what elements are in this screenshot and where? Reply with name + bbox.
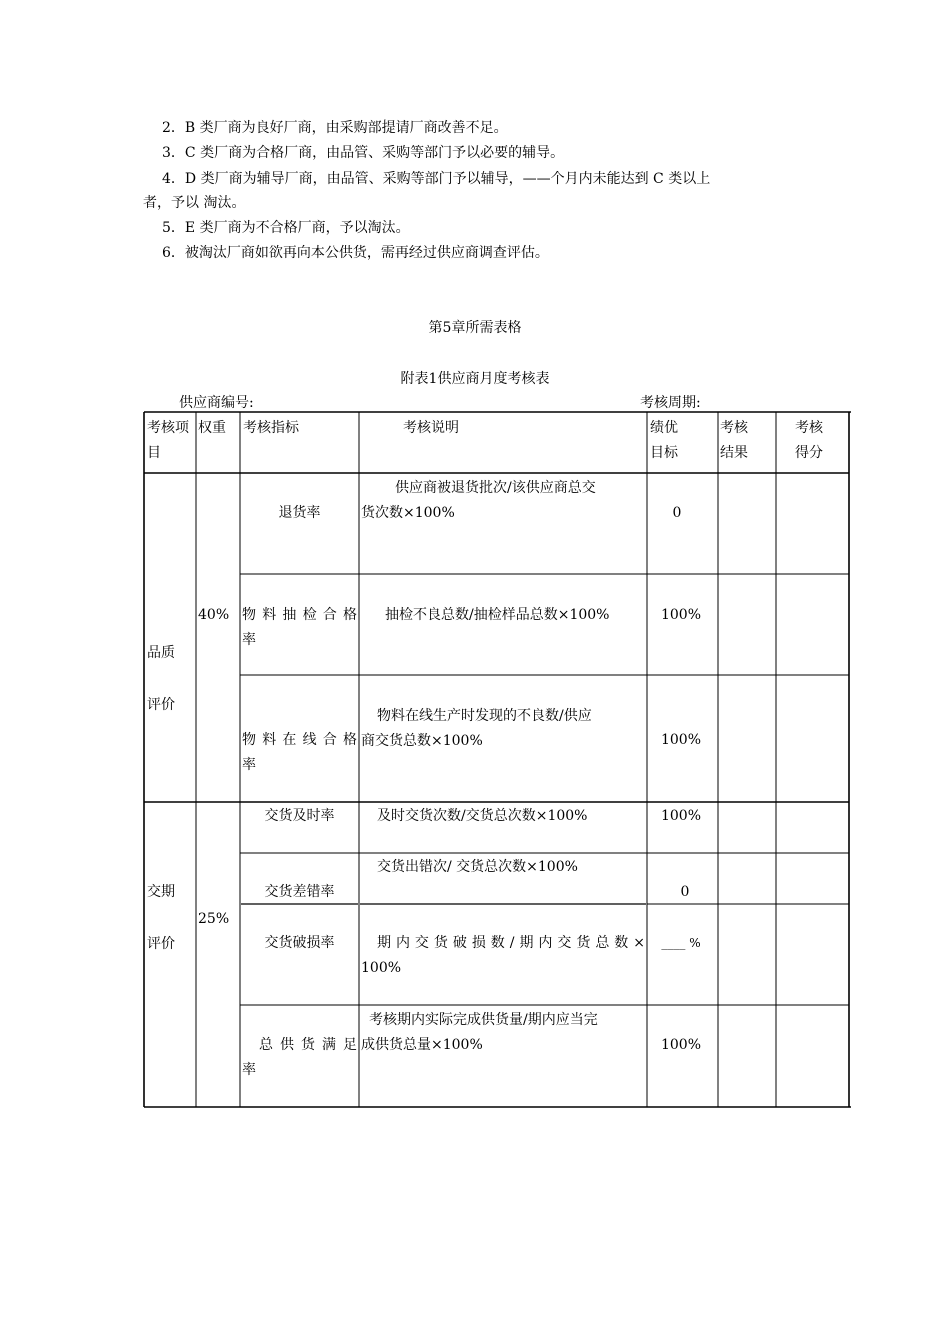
header-score: 考核 得分 <box>795 420 823 461</box>
target-error-rate: 0 <box>680 884 690 900</box>
group-quality-weight: 40% <box>198 607 230 623</box>
header-indicator: 考核指标 <box>243 420 299 436</box>
indicator-online-pass-rate: 物料在线合格 率 <box>242 732 357 773</box>
desc-return-rate: 供应商被退货批次/该供应商总交 货次数×100% <box>361 480 596 521</box>
indicator-sampling-pass-rate: 物料抽检合格 率 <box>242 607 357 648</box>
group-delivery-weight: 25% <box>198 911 230 927</box>
paragraph-1: 2．B 类厂商为良好厂商，由采购部提请厂商改善不足。 <box>162 120 508 136</box>
paragraph-3-continued: 者，予以 淘汰。 <box>143 195 246 211</box>
group-delivery-name: 交期 评价 <box>147 884 175 952</box>
indicator-error-rate: 交货差错率 <box>264 884 335 900</box>
desc-sampling-pass-rate: 抽检不良总数/抽检样品总数×100% <box>385 607 610 623</box>
target-online-pass-rate: 100% <box>660 732 702 748</box>
indicator-supply-fulfillment-rate: 总供货满足 率 <box>242 1037 357 1078</box>
indicator-on-time-rate: 交货及时率 <box>264 808 335 824</box>
table-title: 附表1供应商月度考核表 <box>400 371 550 387</box>
header-description: 考核说明 <box>403 420 459 436</box>
target-supply-fulfillment-rate: 100% <box>660 1037 702 1053</box>
desc-breakage-rate: 期内交货破损数/期内交货总数× 100% <box>361 935 645 976</box>
header-weight: 权重 <box>198 420 226 436</box>
indicator-breakage-rate: 交货破损率 <box>264 935 335 951</box>
desc-error-rate: 交货出错次/ 交货总次数×100% <box>377 859 578 875</box>
group-quality-name: 品质 评价 <box>147 645 175 713</box>
paragraph-2: 3．C 类厂商为合格厂商，由品管、采购等部门予以必要的辅导。 <box>162 145 565 161</box>
header-item: 考核项 目 <box>147 420 189 461</box>
supplier-number-label: 供应商编号: <box>179 395 254 411</box>
indicator-return-rate: 退货率 <box>278 505 321 521</box>
paragraph-3: 4．D 类厂商为辅导厂商，由品管、采购等部门予以辅导，——个月内未能达到 C 类以上 <box>162 171 711 187</box>
header-result: 考核 结果 <box>720 420 748 461</box>
assessment-period-label: 考核周期: <box>640 395 701 411</box>
paragraph-4: 5．E 类厂商为不合格厂商，予以淘汰。 <box>162 220 410 236</box>
target-sampling-pass-rate: 100% <box>660 607 702 623</box>
desc-on-time-rate: 及时交货次数/交货总次数×100% <box>377 808 588 824</box>
desc-supply-fulfillment-rate: 考核期内实际完成供货量/期内应当完 成供货总量×100% <box>361 1012 598 1053</box>
desc-online-pass-rate: 物料在线生产时发现的不良数/供应 商交货总数×100% <box>361 708 592 749</box>
header-target: 绩优 目标 <box>650 420 678 461</box>
target-return-rate: 0 <box>672 505 682 521</box>
chapter-title: 第5章所需表格 <box>428 320 522 336</box>
target-on-time-rate: 100% <box>660 808 702 824</box>
target-breakage-rate: ____ % <box>661 936 701 950</box>
paragraph-5: 6．被淘汰厂商如欲再向本公供货，需再经过供应商调查评估。 <box>162 245 549 261</box>
